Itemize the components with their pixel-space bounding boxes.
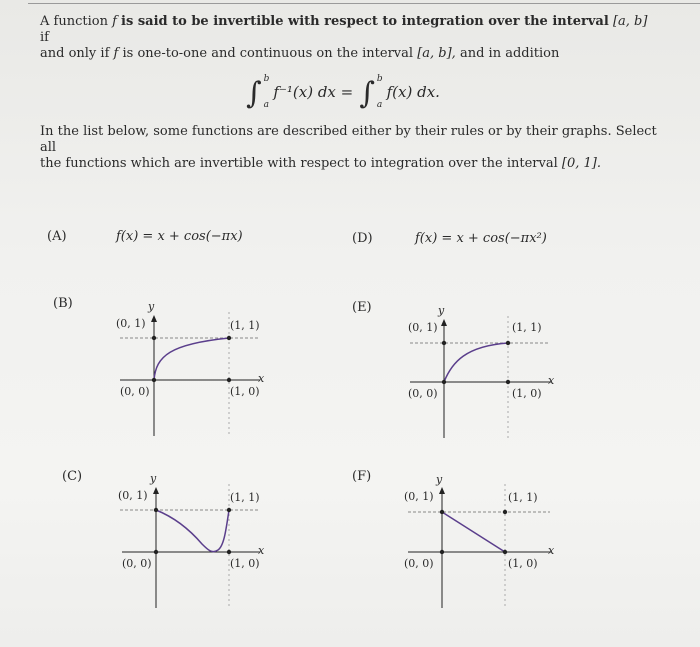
point-1-0 <box>227 378 231 382</box>
x-axis-label: x <box>258 372 265 385</box>
graph-b <box>110 298 280 438</box>
function-curve <box>154 338 229 380</box>
option-a-rule: f(x) = x + cos(−πx) <box>116 229 243 244</box>
point-0-1 <box>152 336 156 340</box>
option-a-label[interactable]: (A) <box>47 229 67 244</box>
point-0-1 <box>440 510 444 514</box>
point-1-0 <box>506 380 510 384</box>
integral-sign: ∫ <box>359 76 375 111</box>
point-label-0-0: (0, 0) <box>122 557 152 570</box>
point-label-1-1: (1, 1) <box>230 319 260 332</box>
point-label-1-0: (1, 0) <box>508 557 538 570</box>
point-0-0 <box>440 550 444 554</box>
point-1-1 <box>503 510 507 514</box>
x-axis-label: x <box>548 544 555 557</box>
point-label-1-1: (1, 1) <box>230 491 260 504</box>
point-label-0-1: (0, 1) <box>118 489 148 502</box>
point-label-0-1: (0, 1) <box>408 321 438 334</box>
integral-lhs: f⁻¹(x) dx = <box>273 83 354 101</box>
y-axis-arrow <box>439 487 445 494</box>
function-curve <box>442 512 505 552</box>
x-axis-label: x <box>258 544 265 557</box>
definition-paragraph: A function f is said to be invertible with respect to integration over the interval [a, b] if and only if f is one-to-one and continuous on the interval [a, b], and in addition <box>40 14 648 61</box>
point-label-1-1: (1, 1) <box>512 321 542 334</box>
function-curve <box>444 343 508 382</box>
point-1-1 <box>227 508 231 512</box>
integral-sign: ∫ <box>246 76 262 111</box>
point-0-1 <box>154 508 158 512</box>
function-curve <box>156 510 229 552</box>
point-0-0 <box>154 550 158 554</box>
y-axis-arrow <box>441 319 447 326</box>
point-label-1-0: (1, 0) <box>230 557 260 570</box>
point-label-0-0: (0, 0) <box>120 385 150 398</box>
y-axis-arrow <box>153 487 159 494</box>
y-axis-label: y <box>438 304 445 317</box>
top-rule <box>28 3 700 4</box>
point-0-0 <box>442 380 446 384</box>
graph-e <box>400 300 570 440</box>
point-label-0-1: (0, 1) <box>116 317 146 330</box>
integral-rhs: f(x) dx. <box>386 83 440 101</box>
x-axis-label: x <box>548 374 555 387</box>
point-0-1 <box>442 341 446 345</box>
option-c-label[interactable]: (C) <box>62 469 83 484</box>
point-label-1-0: (1, 0) <box>230 385 260 398</box>
y-axis-arrow <box>151 315 157 322</box>
option-d-label[interactable]: (D) <box>352 231 373 246</box>
point-1-1 <box>506 341 510 345</box>
integral-limits: b a <box>263 74 270 110</box>
integral-limits: b a <box>376 74 383 110</box>
question-prompt: In the list below, some functions are described either by their rules or by their graphs. Select all the functions which are invertible with respect to integration over the interval [0, 1]. <box>40 124 657 171</box>
point-label-0-0: (0, 0) <box>408 387 438 400</box>
option-b-label[interactable]: (B) <box>53 296 73 311</box>
y-axis-label: y <box>148 300 155 313</box>
point-1-1 <box>227 336 231 340</box>
point-label-1-0: (1, 0) <box>512 387 542 400</box>
option-e-label[interactable]: (E) <box>352 300 372 315</box>
point-label-1-1: (1, 1) <box>508 491 538 504</box>
point-1-0 <box>227 550 231 554</box>
point-label-0-1: (0, 1) <box>404 490 434 503</box>
y-axis-label: y <box>150 472 157 485</box>
point-label-0-0: (0, 0) <box>404 557 434 570</box>
graph-c <box>110 470 280 610</box>
integral-equation <box>246 74 440 110</box>
y-axis-label: y <box>436 473 443 486</box>
option-f-label[interactable]: (F) <box>352 469 372 484</box>
point-1-0 <box>503 550 507 554</box>
graph-f <box>400 470 570 610</box>
option-d-rule: f(x) = x + cos(−πx²) <box>415 231 547 246</box>
point-0-0 <box>152 378 156 382</box>
